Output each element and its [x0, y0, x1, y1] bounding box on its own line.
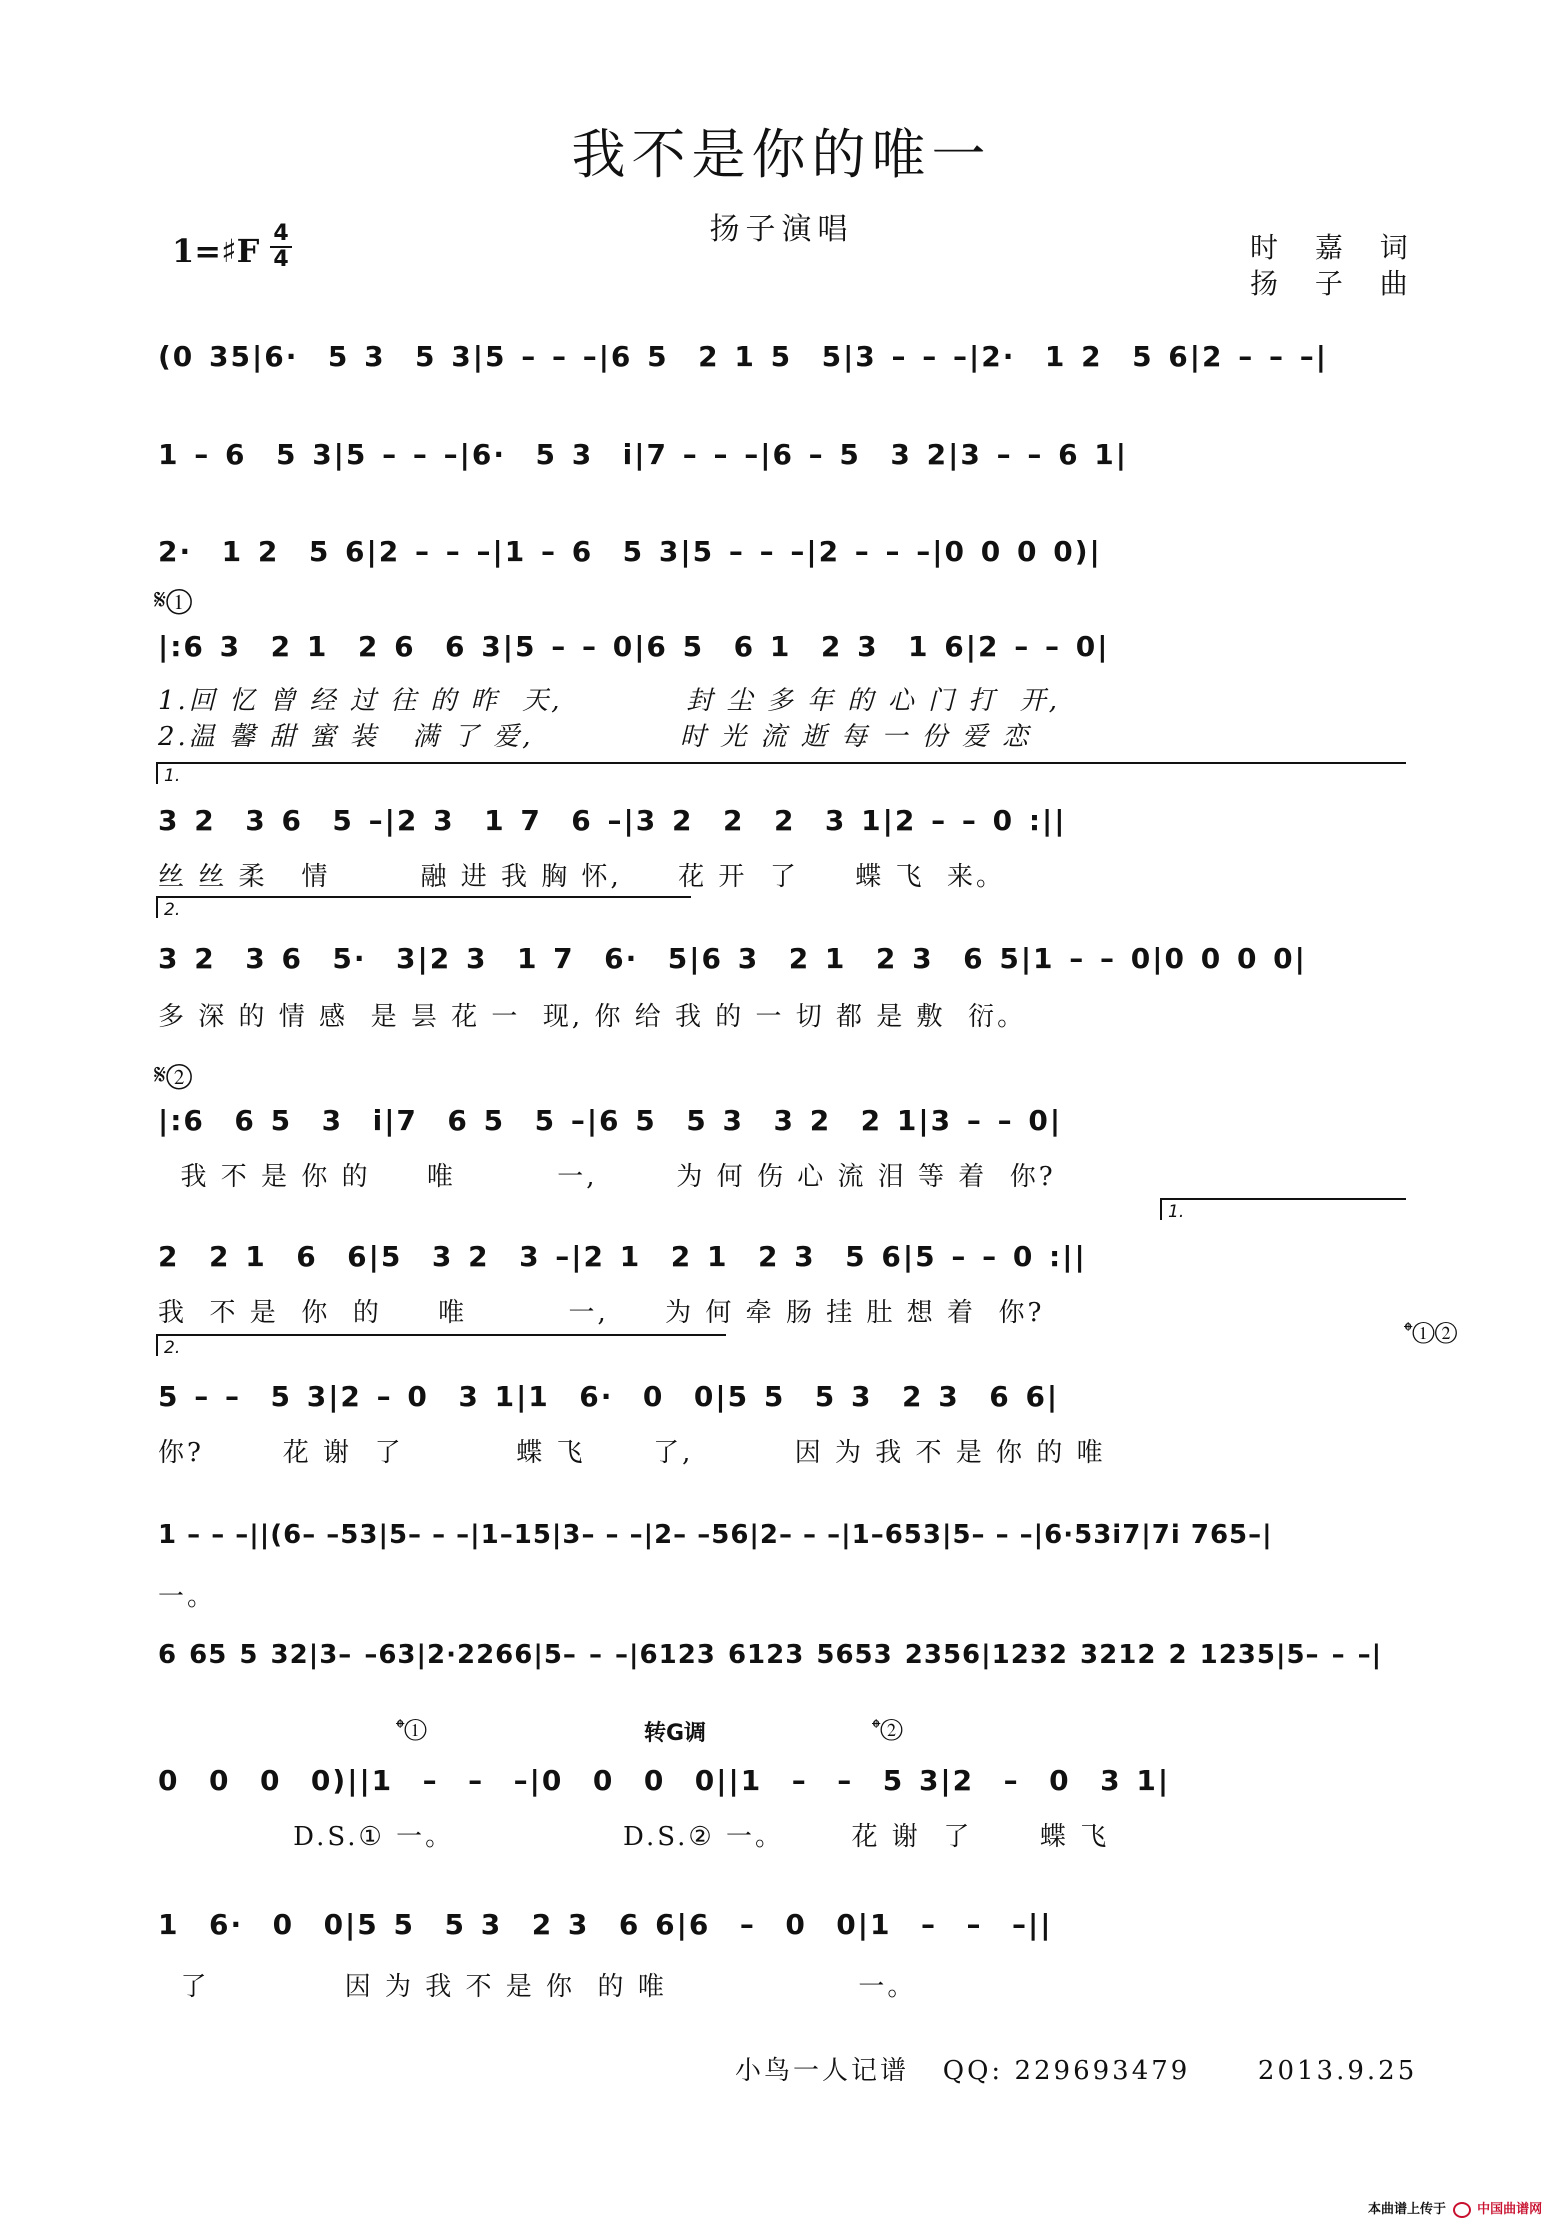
time-denominator: 4 — [273, 247, 289, 272]
notation-row-2: 1 – 6 5 3|5 – – –|6· 5 3 i|7 – – –|6 – 5 3 2|3 – – 6 1| — [158, 438, 1129, 471]
segno-1-mark: 𝄋① — [154, 583, 193, 616]
segno-2-mark: 𝄋② — [154, 1058, 193, 1091]
lyricist-credit: 时 嘉 词 — [1250, 231, 1422, 264]
volta-1-bracket — [156, 762, 1406, 764]
lyric-row-7: 我 不 是 你 的 唯 一, 为 何 伤 心 流 泪 等 着 你? — [158, 1162, 1056, 1192]
notation-row-5: 3 2 3 6 5 –|2 3 1 7 6 –|3 2 2 2 3 1|2 – – 0 :|| — [158, 804, 1067, 837]
notation-row-7: |:6 6 5 3 i|7 6 5 5 –|6 5 5 3 3 2 2 1|3 – – 0| — [158, 1104, 1063, 1137]
lyric-row-12: D.S.① 一。 D.S.② 一。 花 谢 了 蝶 飞 — [158, 1822, 1110, 1852]
upload-brand: 中国曲谱网 — [1477, 2202, 1543, 2217]
song-title: 我不是你的唯一 — [571, 123, 992, 186]
singer-line: 扬子演唱 — [709, 212, 854, 247]
modulation-label: 转G调 — [644, 1721, 707, 1746]
volta-1b-tick — [1160, 1198, 1162, 1220]
notation-row-4: |:6 3 2 1 2 6 6 3|5 – – 0|6 5 6 1 2 3 1 6|2 – – 0| — [158, 630, 1110, 663]
volta-2-bracket — [156, 896, 691, 898]
upload-watermark — [1368, 2198, 1542, 2218]
notation-row-8: 2 2 1 6 6|5 3 2 3 –|2 1 2 1 2 3 5 6|5 – – 0 :|| — [158, 1240, 1087, 1273]
lyric-row-4-verse-2: 2.温 馨 甜 蜜 装 满 了 爱, 时 光 流 逝 每 一 份 爱 恋 — [158, 722, 1032, 752]
coda-2-mark: 𝄌② — [872, 1714, 903, 1742]
notation-row-11: 6 65 5 32|3– –63|2·2266|5– – –|6123 6123 5653 2356|1232 3212 2 1235|5– – –| — [158, 1640, 1383, 1670]
site-logo-icon — [1453, 2202, 1471, 2218]
volta-2b-bracket — [156, 1334, 726, 1336]
transcriber-footer: 小鸟一人记谱 QQ: 229693479 2013.9.25 — [735, 2056, 1418, 2086]
notation-row-13: 1 6· 0 0|5 5 5 3 2 3 6 6|6 – 0 0|1 – – –|| — [158, 1908, 1053, 1941]
notation-row-1: (0 35|6· 5 3 5 3|5 – – –|6 5 2 1 5 5|3 – – –|2· 1 2 5 6|2 – – –| — [158, 340, 1328, 373]
lyric-row-10: 一。 — [158, 1582, 217, 1612]
lyric-row-5: 丝 丝 柔 情 融 进 我 胸 怀, 花 开 了 蝶 飞 来。 — [158, 862, 1005, 892]
notation-row-3: 2· 1 2 5 6|2 – – –|1 – 6 5 3|5 – – –|2 – – –|0 0 0 0)| — [158, 535, 1102, 568]
notation-row-12: 0 0 0 0)||1 – – –|0 0 0 0||1 – – 5 3|2 – 0 3 1| — [158, 1764, 1171, 1797]
notation-row-9: 5 – – 5 3|2 – 0 3 1|1 6· 0 0|5 5 5 3 2 3 6 6| — [158, 1380, 1060, 1413]
notation-row-6: 3 2 3 6 5· 3|2 3 1 7 6· 5|6 3 2 1 2 3 6 5|1 – – 0|0 0 0 0| — [158, 942, 1307, 975]
lyric-row-6: 多 深 的 情 感 是 昙 花 一 现, 你 给 我 的 一 切 都 是 敷 衍。 — [158, 1002, 1027, 1032]
volta-1-tick — [156, 762, 158, 784]
lyric-row-8: 我 不 是 你 的 唯 一, 为 何 牵 肠 挂 肚 想 着 你? — [158, 1298, 1045, 1328]
volta-2-tick — [156, 896, 158, 918]
notation-row-10: 1 – – –||(6– –53|5– – –|1–15|3– – –|2– –56|2– – –|1–653|5– – –|6·53i7|7i 765–| — [158, 1520, 1273, 1550]
volta-2b-tick — [156, 1334, 158, 1356]
volta-2b-label: 2. — [164, 1338, 181, 1358]
time-signature — [270, 222, 292, 272]
volta-2-label: 2. — [164, 900, 181, 920]
coda-mark-1-2: 𝄌①② — [1404, 1317, 1458, 1345]
volta-1b-label: 1. — [1168, 1202, 1185, 1222]
volta-1-label: 1. — [164, 766, 181, 786]
time-numerator: 4 — [270, 222, 292, 248]
coda-1-mark: 𝄌① — [396, 1714, 427, 1742]
lyric-row-13: 了 因 为 我 不 是 你 的 唯 一。 — [158, 1972, 917, 2002]
key-signature: 1=♯F — [172, 232, 260, 270]
lyric-row-4-verse-1: 1.回 忆 曾 经 过 往 的 昨 天, 封 尘 多 年 的 心 门 打 开, — [158, 686, 1061, 716]
volta-1b-bracket — [1160, 1198, 1406, 1200]
lyric-row-9: 你? 花 谢 了 蝶 飞 了, 因 为 我 不 是 你 的 唯 — [158, 1438, 1106, 1468]
composer-credit: 扬 子 曲 — [1250, 267, 1422, 300]
upload-prefix: 本曲谱上传于 — [1368, 2202, 1447, 2217]
